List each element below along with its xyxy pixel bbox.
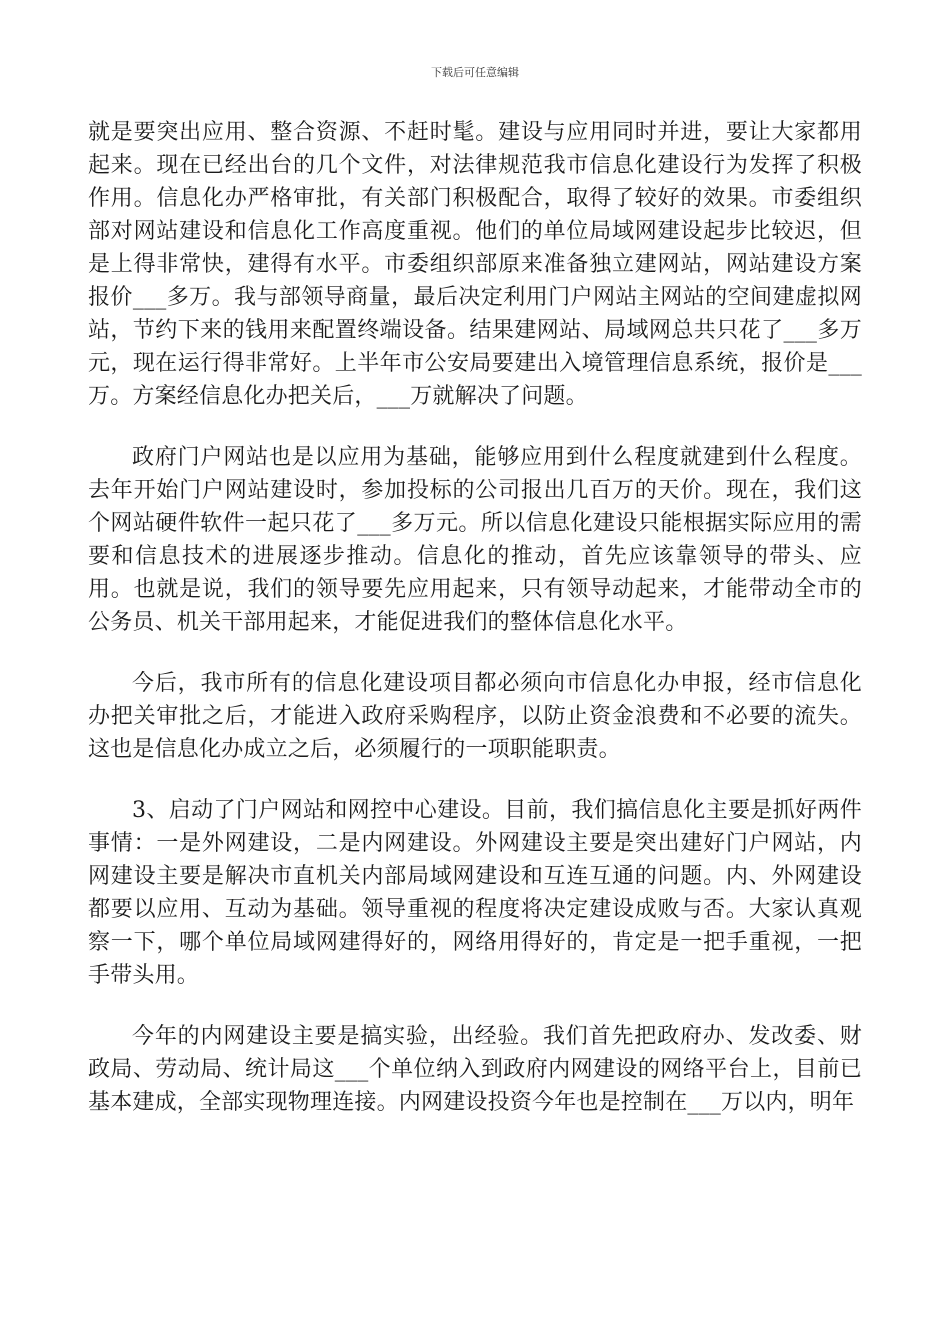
paragraph-1: 就是要突出应用、整合资源、不赶时髦。建设与应用同时并进，要让大家都用起来。现在已经出台的几个文件，对法律规范我市信息化建设行为发挥了积极作用。信息化办严格审批，有关部门积极配合，取得了较好的效果。市委组织部对网站建设和信息化工作高度重视。他们的单位局域网建设起步比较迟，但是上得非常快，建得有水平。市委组织部原来准备独立建网站，网站建设方案报价___多万。我与部领导商量，最后决定利用门户网站主网站的空间建虚拟网站，节约下来的钱用来配置终端设备。结果建网站、局域网总共只花了___多万元，现在运行得非常好。上半年市公安局要建出入境管理信息系统，报价是___万。方案经信息化办把关后，___万就解决了问题。: [88, 120, 862, 409]
paragraph-3: 今后，我市所有的信息化建设项目都必须向市信息化办申报，经市信息化办把关审批之后，才能进入政府采购程序，以防止资金浪费和不必要的流失。这也是信息化办成立之后，必须履行的一项职能职责。: [88, 671, 862, 762]
page-header-note: 下载后可任意编辑: [431, 66, 519, 79]
document-body: [88, 116, 862, 1119]
paragraph-2: 政府门户网站也是以应用为基础，能够应用到什么程度就建到什么程度。去年开始门户网站建设时，参加投标的公司报出几百万的天价。现在，我们这个网站硬件软件一起只花了___多万元。所以信息化建设只能根据实际应用的需要和信息技术的进展逐步推动。信息化的推动，首先应该靠领导的带头、应用。也就是说，我们的领导要先应用起来，只有领导动起来，才能带动全市的公务员、机关干部用起来，才能促进我们的整体信息化水平。: [88, 445, 862, 635]
paragraph-4: 3、启动了门户网站和网控中心建设。目前，我们搞信息化主要是抓好两件事情：一是外网建设，二是内网建设。外网建设主要是突出建好门户网站，内网建设主要是解决市直机关内部局域网建设和互连互通的问题。内、外网建设都要以应用、互动为基础。领导重视的程度将决定建设成败与否。大家认真观察一下，哪个单位局域网建得好的，网络用得好的，肯定是一把手重视，一把手带头用。: [88, 798, 862, 988]
paragraph-5: 今年的内网建设主要是搞实验，出经验。我们首先把政府办、发改委、财政局、劳动局、统计局这___个单位纳入到政府内网建设的网络平台上，目前已基本建成，全部实现物理连接。内网建设投资今年也是控制在___万以内，明年: [88, 1024, 862, 1115]
